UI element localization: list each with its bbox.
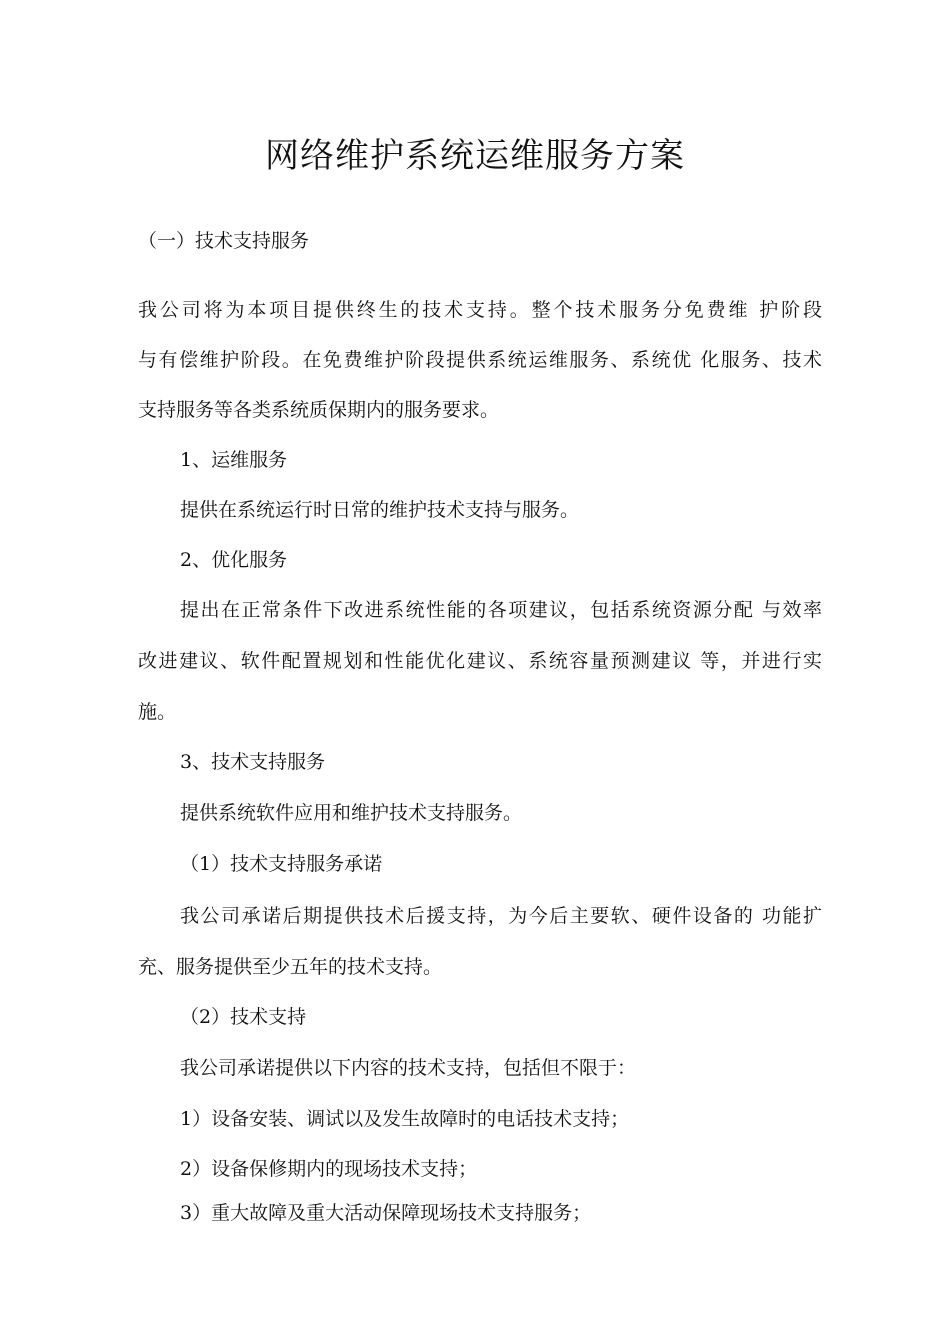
sub2-body: 我公司承诺提供以下内容的技术支持，包括但不限于： bbox=[180, 1057, 637, 1079]
item2-line-1: 提出在正常条件下改进系统性能的各项建议，包括系统资源分配 与效率 bbox=[180, 599, 822, 621]
section-heading: （一）技术支持服务 bbox=[138, 230, 310, 252]
item2-line-3: 施。 bbox=[138, 701, 177, 723]
item2-line-2: 改进建议、软件配置规划和性能优化建议、系统容量预测建议 等，并进行实 bbox=[138, 650, 822, 672]
sub2-point-1: 1）设备安装、调试以及发生故障时的电话技术支持； bbox=[180, 1108, 630, 1130]
sub1-line-1: 我公司承诺后期提供技术后援支持，为今后主要软、硬件设备的 功能扩 bbox=[180, 905, 822, 927]
intro-line-2: 与有偿维护阶段。在免费维护阶段提供系统运维服务、系统优 化服务、技术 bbox=[138, 349, 822, 371]
sub2-heading: （2）技术支持 bbox=[180, 1006, 307, 1028]
sub1-line-2: 充、服务提供至少五年的技术支持。 bbox=[138, 956, 443, 978]
sub1-heading: （1）技术支持服务承诺 bbox=[180, 853, 383, 875]
item1-heading: 1、运维服务 bbox=[180, 449, 288, 471]
sub2-point-3: 3）重大故障及重大活动保障现场技术支持服务； bbox=[180, 1202, 592, 1224]
item1-body: 提供在系统运行时日常的维护技术支持与服务。 bbox=[180, 499, 580, 521]
sub2-point-2: 2）设备保修期内的现场技术支持； bbox=[180, 1158, 478, 1180]
intro-line-3: 支持服务等各类系统质保期内的服务要求。 bbox=[138, 399, 500, 421]
document-title: 网络维护系统运维服务方案 bbox=[265, 136, 685, 176]
item2-heading: 2、优化服务 bbox=[180, 549, 288, 571]
intro-line-1: 我公司将为本项目提供终生的技术支持。整个技术服务分免费维 护阶段 bbox=[138, 299, 822, 321]
item3-body: 提供系统软件应用和维护技术支持服务。 bbox=[180, 802, 523, 824]
item3-heading: 3、技术支持服务 bbox=[180, 751, 326, 773]
